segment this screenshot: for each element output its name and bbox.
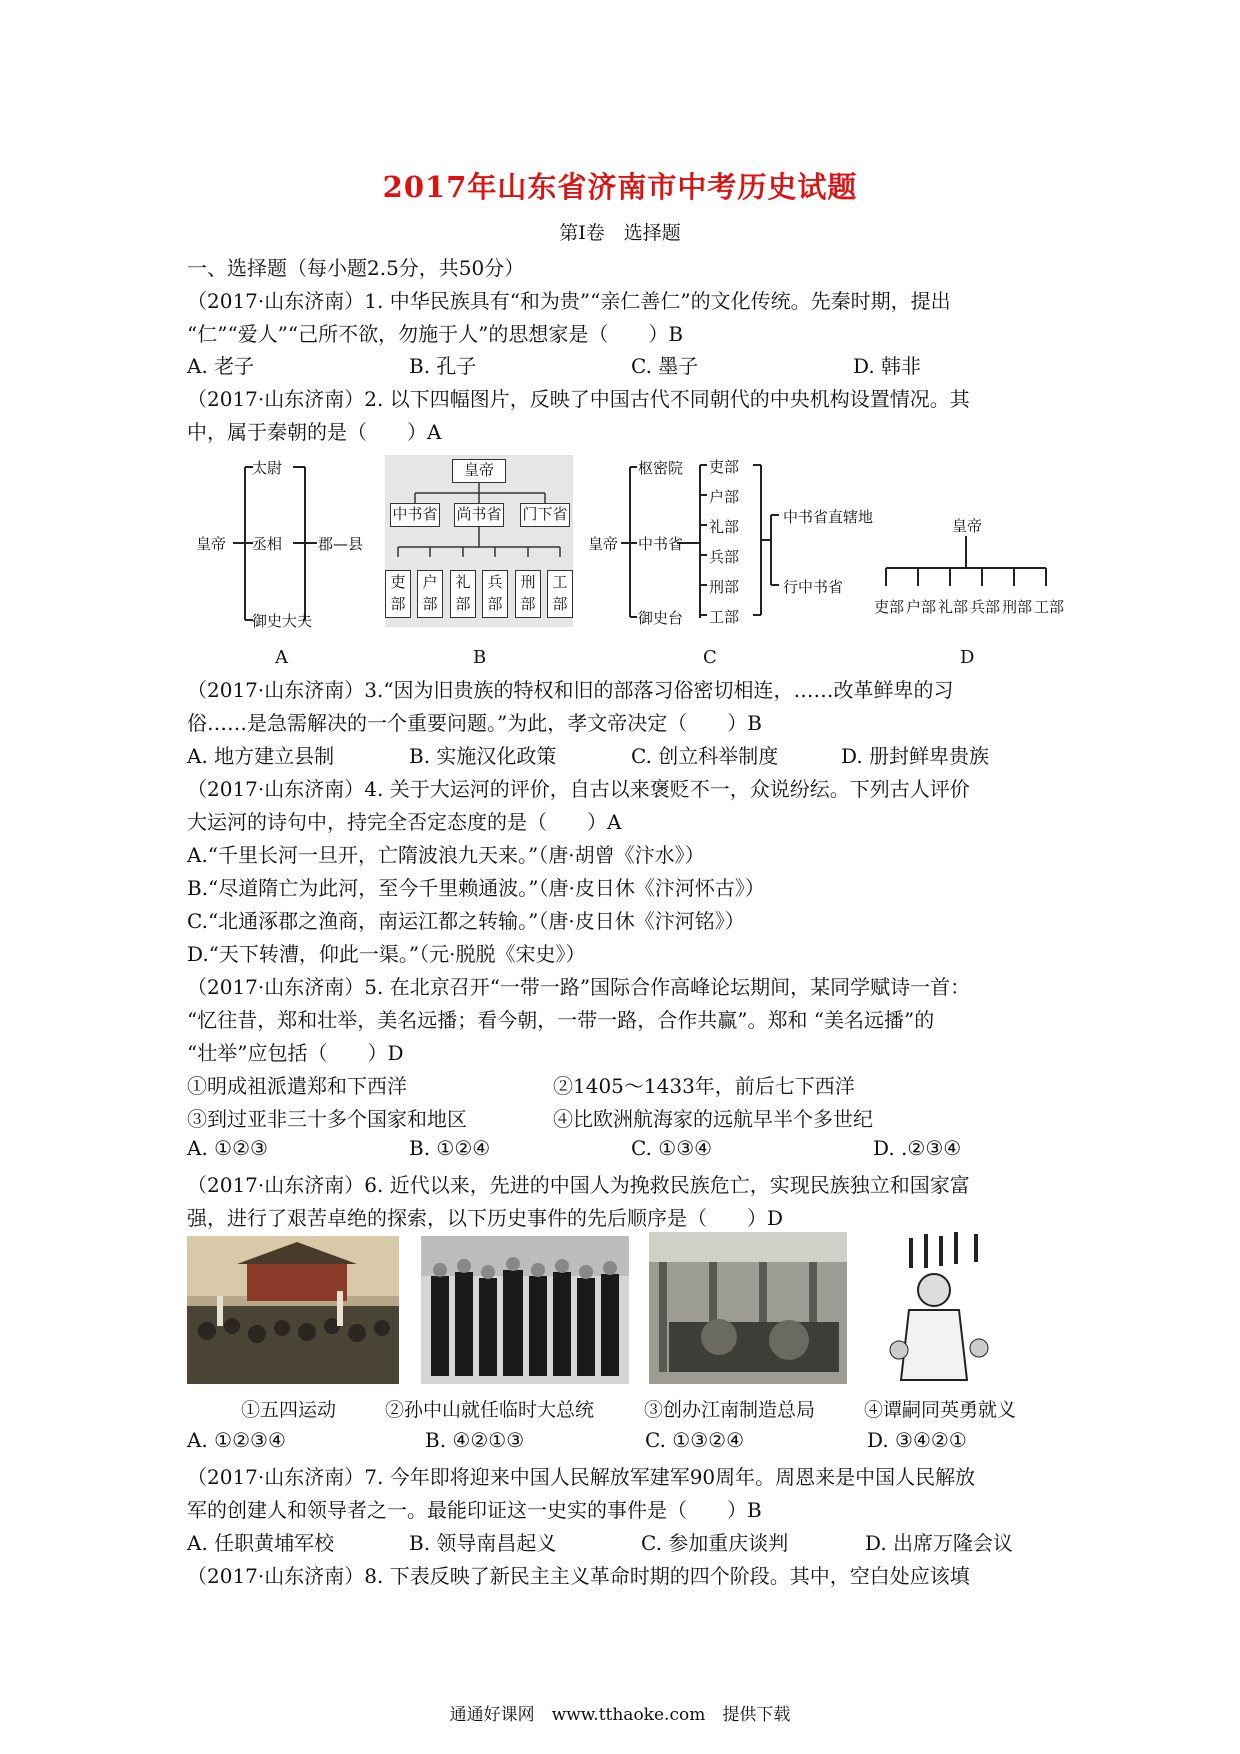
diagram-b-label: B — [473, 647, 487, 668]
q8-line1: （2017·山东济南）8. 下表反映了新民主主义革命时期的四个阶段。其中，空白处应该填 — [187, 1564, 970, 1588]
q7-option-b: B. 领导南昌起义 — [409, 1531, 557, 1555]
q1-options — [187, 350, 921, 379]
q6-caption-2: ②孙中山就任临时大总统 — [385, 1399, 595, 1421]
q4-option-c: C.“北通涿郡之渔商，南运江都之转输。”（唐·皮日休《汴河铭》） — [187, 909, 745, 933]
diagram-b-bu-6: 工部 — [547, 570, 573, 618]
diagram-c-emperor: 皇帝 — [588, 535, 619, 553]
q7-line1: （2017·山东济南）7. 今年即将迎来中国人民解放军建军90周年。周恩来是中国人民解放 — [187, 1465, 976, 1489]
q6-option-d: D. ③④②① — [867, 1428, 967, 1452]
q4-option-a: A.“千里长河一旦开，亡隋波浪九天来。”（唐·胡曾《汴水》） — [187, 843, 705, 867]
diagram-c-lines — [585, 455, 885, 630]
q7-option-d: D. 出席万隆会议 — [865, 1531, 1014, 1555]
q4-option-b: B.“尽道隋亡为此河，至今千里赖通波。”（唐·皮日休《汴河怀古》） — [187, 876, 765, 900]
q6-line2: 强，进行了艰苦卓绝的探索，以下历史事件的先后顺序是（ ）D — [187, 1206, 784, 1230]
q5-option-d: D. .②③④ — [873, 1136, 962, 1160]
q3-option-b: B. 实施汉化政策 — [409, 744, 557, 768]
q5-option-a: A. ①②③ — [187, 1136, 268, 1160]
diagram-b-bu-3: 礼部 — [450, 570, 476, 618]
q5-statement-3: ③到过亚非三十多个国家和地区 — [187, 1107, 467, 1131]
diagram-d-bu-1: 吏部 — [874, 598, 905, 616]
page-footer: 通通好课网 www.tthaoke.com 提供下载 — [449, 1705, 791, 1725]
diagram-c-yushi: 御史台 — [638, 609, 684, 627]
diagram-d-bu-6: 工部 — [1034, 598, 1065, 616]
diagram-a-junxian: 郡—县 — [318, 535, 364, 553]
q6-option-c: C. ①③②④ — [645, 1428, 745, 1452]
q7-line2: 军的创建人和领导者之一。最能印证这一史实的事件是（ ）B — [187, 1498, 762, 1522]
q5-line2: “忆往昔，郑和壮举，美名远播；看今朝，一带一路，合作共赢”。郑和 “美名远播”的 — [187, 1008, 935, 1032]
diagram-a-yushi: 御史大夫 — [252, 612, 313, 630]
tan-sitong-portrait — [879, 1230, 999, 1385]
q5-statements-row1 — [187, 1070, 855, 1099]
q5-statement-1: ①明成祖派遣郑和下西洋 — [187, 1074, 407, 1098]
diagram-c-bu-5: 刑部 — [709, 578, 740, 596]
q2-line1: （2017·山东济南）2. 以下四幅图片，反映了中国古代不同朝代的中央机构设置情况。其 — [187, 387, 970, 411]
page-title: 2017年山东省济南市中考历史试题 — [382, 170, 858, 204]
q5-statement-4: ④比欧洲航海家的远航早半个多世纪 — [553, 1107, 873, 1131]
diagram-c-bu-1: 吏部 — [709, 458, 740, 476]
q6-line1: （2017·山东济南）6. 近代以来，先进的中国人为挽救民族危亡，实现民族独立和国家富 — [187, 1173, 970, 1197]
diagram-b-bu-2: 户部 — [417, 570, 443, 618]
q1-option-d: D. 韩非 — [853, 354, 922, 378]
diagram-d-bu-4: 兵部 — [970, 598, 1001, 616]
q5-line1: （2017·山东济南）5. 在北京召开“一带一路”国际合作高峰论坛期间，某同学赋诗一首： — [187, 975, 971, 999]
diagram-c-bu-6: 工部 — [709, 608, 740, 626]
diagram-c-zhongshu: 中书省 — [638, 535, 684, 553]
diagram-a-chengxiang: 丞相 — [252, 535, 283, 553]
diagram-c-shumi: 枢密院 — [638, 459, 684, 477]
q1-line2: “仁”“爱人”“己所不欲，勿施于人”的思想家是（ ）B — [187, 322, 684, 346]
section-heading: 一、选择题（每小题2.5分，共50分） — [187, 256, 525, 280]
diagram-c-zhixia: 中书省直辖地 — [783, 508, 874, 526]
q4-line1: （2017·山东济南）4. 关于大运河的评价，自古以来褒贬不一，众说纷纭。下列古人评价 — [187, 777, 970, 801]
diagram-b-shangshu: 尚书省 — [454, 503, 504, 527]
q4-line2: 大运河的诗句中，持完全否定态度的是（ ）A — [187, 810, 622, 834]
diagram-b-bu-5: 刑部 — [515, 570, 541, 618]
q1-option-c: C. 墨子 — [631, 354, 699, 378]
q6-option-b: B. ④②①③ — [425, 1428, 525, 1452]
diagram-c-bu-4: 兵部 — [709, 548, 740, 566]
diagram-d-label: D — [960, 647, 975, 668]
diagram-b-bu-1: 吏部 — [385, 570, 411, 618]
q5-line3: “壮举”应包括（ ）D — [187, 1041, 404, 1065]
diagram-b-menxia: 门下省 — [520, 503, 570, 527]
q6-caption-1: ①五四运动 — [241, 1399, 337, 1421]
diagram-d-lines — [880, 500, 1060, 590]
diagram-c-xing: 行中书省 — [783, 578, 844, 596]
q3-option-c: C. 创立科举制度 — [631, 744, 779, 768]
diagram-c-label: C — [703, 647, 717, 668]
q7-option-a: A. 任职黄埔军校 — [187, 1531, 335, 1555]
sun-yatsen-inauguration-photo — [421, 1236, 629, 1384]
q1-line1: （2017·山东济南）1. 中华民族具有“和为贵”“亲仁善仁”的文化传统。先秦时期，提出 — [187, 289, 951, 313]
diagram-a-taiwei: 太尉 — [252, 459, 283, 477]
diagram-b-zhongshu: 中书省 — [390, 503, 440, 527]
diagram-c-bu-2: 户部 — [709, 488, 740, 506]
q6-options — [187, 1428, 967, 1452]
q6-caption-4: ④谭嗣同英勇就义 — [864, 1399, 1017, 1421]
q7-option-c: C. 参加重庆谈判 — [641, 1531, 789, 1555]
q5-option-c: C. ①③④ — [631, 1136, 713, 1160]
diagram-b-emperor: 皇帝 — [452, 459, 506, 483]
q6-caption-3: ③创办江南制造总局 — [644, 1399, 816, 1421]
q2-line2: 中，属于秦朝的是（ ）A — [187, 420, 442, 444]
q3-options — [187, 740, 989, 769]
q5-statement-2: ②1405～1433年，前后七下西洋 — [553, 1074, 855, 1098]
q3-line1: （2017·山东济南）3.“因为旧贵族的特权和旧的部落习俗密切相连，……改革鲜卑的习 — [187, 678, 954, 702]
diagram-b-bu-4: 兵部 — [482, 570, 508, 618]
q5-options — [187, 1136, 961, 1160]
q1-option-b: B. 孔子 — [409, 354, 477, 378]
jiangnan-arsenal-photo — [649, 1232, 847, 1384]
q6-option-a: A. ①②③④ — [187, 1428, 286, 1452]
q7-options — [187, 1527, 1013, 1556]
q3-option-d: D. 册封鲜卑贵族 — [841, 744, 990, 768]
volume-heading: 第Ⅰ卷 选择题 — [559, 222, 681, 244]
diagram-d-bu-3: 礼部 — [938, 598, 969, 616]
q1-option-a: A. 老子 — [187, 354, 255, 378]
diagram-c-bu-3: 礼部 — [709, 518, 740, 536]
q5-option-b: B. ①②④ — [409, 1136, 491, 1160]
diagram-a-label: A — [275, 647, 288, 668]
may-fourth-movement-photo — [187, 1236, 399, 1384]
diagram-d-bu-5: 刑部 — [1002, 598, 1033, 616]
q4-option-d: D.“天下转漕，仰此一渠。”（元·脱脱《宋史》） — [187, 942, 586, 966]
q3-line2: 俗……是急需解决的一个重要问题。”为此，孝文帝决定（ ）B — [187, 711, 762, 735]
diagram-a-emperor: 皇帝 — [196, 535, 227, 553]
diagram-d-emperor: 皇帝 — [952, 517, 983, 535]
diagram-d-bu-2: 户部 — [906, 598, 937, 616]
q5-statements-row2 — [187, 1103, 873, 1132]
q3-option-a: A. 地方建立县制 — [187, 744, 335, 768]
